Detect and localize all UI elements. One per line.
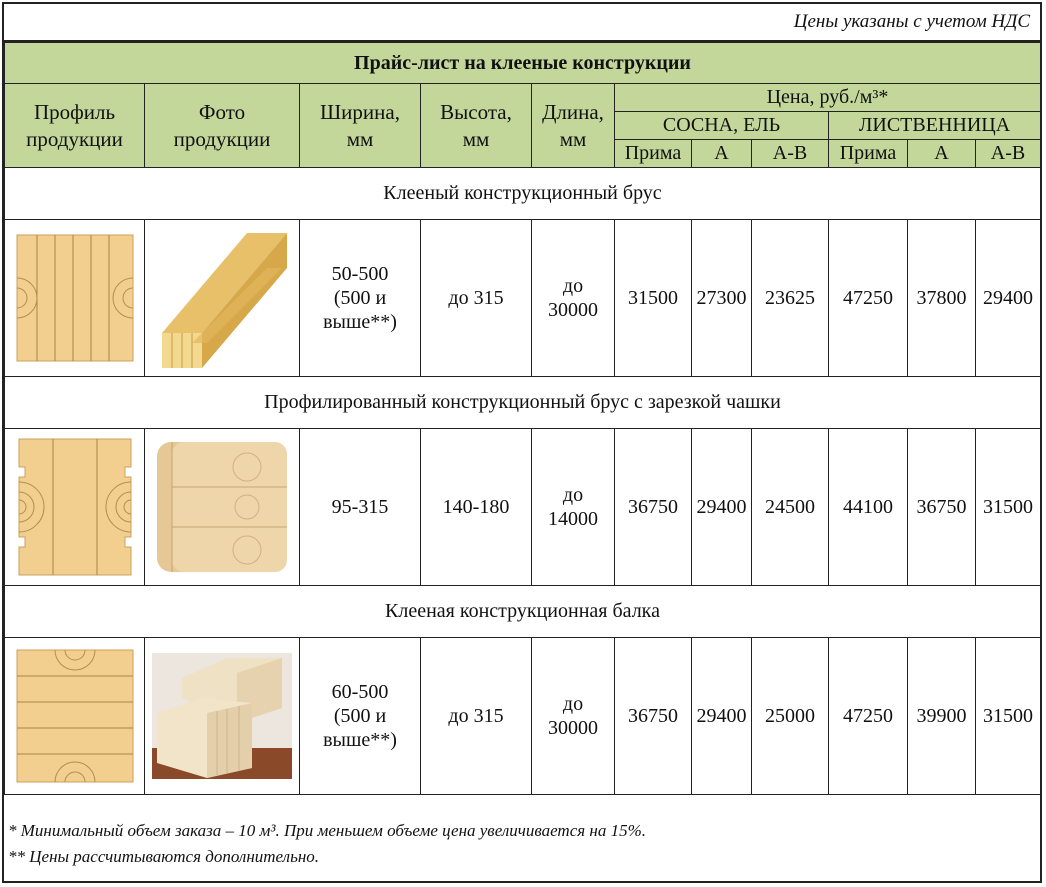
price-cell: 27300 <box>692 220 752 377</box>
length-line: 30000 <box>548 299 598 321</box>
product-photo <box>145 638 300 795</box>
price-cell: 29400 <box>692 429 752 586</box>
width-cell <box>300 429 421 586</box>
width-line: (500 и <box>333 287 387 309</box>
width-line: 60-500 <box>331 681 389 703</box>
width-cell <box>300 220 421 377</box>
product-photo <box>145 220 300 377</box>
price-cell: 44100 <box>829 429 908 586</box>
header-profile-line2: продукции <box>26 126 123 151</box>
header-width-line2: мм <box>346 126 374 151</box>
price-cell: 31500 <box>976 638 1041 795</box>
profile-laminated-icon <box>15 233 135 363</box>
length-cell <box>532 429 615 586</box>
header-height-line1: Высота, <box>440 99 512 124</box>
footnote-min-order: * Минимальный объем заказа – 10 м³. При меньшем объеме цена увеличивается на 15%. <box>8 821 646 840</box>
product-row <box>5 429 1041 586</box>
length-line: до <box>562 275 584 297</box>
header-width <box>300 84 421 168</box>
price-table <box>4 42 1041 795</box>
price-cell: 36750 <box>908 429 976 586</box>
width-line: (500 и <box>333 705 387 727</box>
header-grade: А <box>692 140 752 168</box>
length-line: до <box>562 693 584 715</box>
price-cell: 39900 <box>908 638 976 795</box>
header-price: Цена, руб./м³* <box>615 84 1041 112</box>
profile-drawing <box>5 220 145 377</box>
header-row-1 <box>5 84 1041 112</box>
header-length-line1: Длина, <box>542 99 604 124</box>
price-cell: 25000 <box>752 638 829 795</box>
header-length-line2: мм <box>559 126 587 151</box>
width-line: 95-315 <box>331 495 389 518</box>
section-title: Профилированный конструкционный брус с зарезкой чашки <box>5 377 1041 429</box>
price-cell: 47250 <box>829 638 908 795</box>
header-photo-line2: продукции <box>173 126 271 151</box>
length-line: 30000 <box>548 717 598 739</box>
price-cell: 36750 <box>615 429 692 586</box>
header-photo <box>145 84 300 168</box>
header-width-line1: Ширина, <box>320 99 400 124</box>
section-row <box>5 377 1041 429</box>
width-line: выше**) <box>323 311 397 333</box>
height-cell: до 315 <box>421 220 532 377</box>
page-title: Прайс-лист на клееные конструкции <box>5 43 1041 84</box>
profile-profiled-icon <box>13 437 137 577</box>
profile-drawing <box>5 429 145 586</box>
width-line: выше**) <box>323 729 397 751</box>
section-title: Клееный конструкционный брус <box>5 168 1041 220</box>
header-profile-line1: Профиль <box>33 99 116 124</box>
glued-joist-photo-icon <box>152 653 292 779</box>
product-photo <box>145 429 300 586</box>
price-cell: 37800 <box>908 220 976 377</box>
vat-note: Цены указаны с учетом НДС <box>4 4 1040 42</box>
width-cell <box>300 638 421 795</box>
length-cell <box>532 220 615 377</box>
glued-beam-photo-icon <box>152 223 292 373</box>
price-cell: 29400 <box>692 638 752 795</box>
price-list-frame <box>2 2 1042 883</box>
footnotes <box>8 818 1038 870</box>
header-photo-line1: Фото <box>198 99 246 124</box>
product-row <box>5 220 1041 377</box>
header-group-pine: СОСНА, ЕЛЬ <box>615 112 829 140</box>
product-row <box>5 638 1041 795</box>
header-length <box>532 84 615 168</box>
price-cell: 36750 <box>615 638 692 795</box>
height-cell: 140-180 <box>421 429 532 586</box>
profiled-beam-photo-icon <box>152 432 292 582</box>
width-line: 50-500 <box>331 263 389 285</box>
length-cell <box>532 638 615 795</box>
header-group-larch: ЛИСТВЕННИЦА <box>829 112 1041 140</box>
footnote-extra-price: ** Цены рассчитываются дополнительно. <box>8 847 320 866</box>
price-cell: 31500 <box>976 429 1041 586</box>
section-title: Клееная конструкционная балка <box>5 586 1041 638</box>
price-cell: 23625 <box>752 220 829 377</box>
length-line: до <box>562 484 584 506</box>
price-cell: 29400 <box>976 220 1041 377</box>
title-row <box>5 43 1041 84</box>
header-grade: Прима <box>615 140 692 168</box>
profile-drawing <box>5 638 145 795</box>
header-grade: А <box>908 140 976 168</box>
section-row <box>5 168 1041 220</box>
length-line: 14000 <box>548 508 598 530</box>
header-profile <box>5 84 145 168</box>
header-grade: А-В <box>976 140 1041 168</box>
height-cell: до 315 <box>421 638 532 795</box>
profile-glued-joist-icon <box>15 648 135 784</box>
price-cell: 24500 <box>752 429 829 586</box>
header-grade: А-В <box>752 140 829 168</box>
header-height <box>421 84 532 168</box>
header-grade: Прима <box>829 140 908 168</box>
header-height-line2: мм <box>462 126 490 151</box>
price-cell: 47250 <box>829 220 908 377</box>
price-cell: 31500 <box>615 220 692 377</box>
section-row <box>5 586 1041 638</box>
